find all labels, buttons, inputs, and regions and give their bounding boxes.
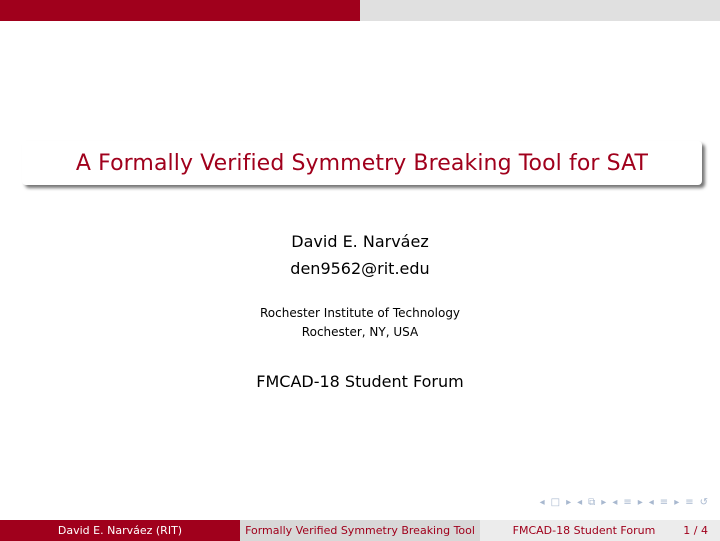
slide-title: A Formally Verified Symmetry Breaking Tool for SAT — [75, 150, 649, 176]
nav-left-arrow-icon[interactable]: ◂ — [577, 497, 583, 508]
nav-right-arrow-icon[interactable]: ▸ — [601, 497, 607, 508]
nav-left-arrow-icon[interactable]: ◂ — [648, 497, 654, 508]
footer-author: David E. Narváez (RIT) — [0, 520, 240, 541]
author-name: David E. Narváez — [291, 232, 429, 251]
nav-right-arrow-icon[interactable]: ▸ — [637, 497, 643, 508]
nav-section-icon[interactable]: ≡ — [623, 497, 632, 508]
location: Rochester, NY, USA — [301, 325, 419, 339]
footer-right — [480, 520, 720, 541]
footer — [0, 520, 720, 541]
nav-slide-icon[interactable]: ≡ — [659, 497, 669, 508]
nav-align-icon[interactable]: ≡ — [685, 497, 694, 508]
footer-event: FMCAD-18 Student Forum — [512, 524, 656, 537]
nav-right-arrow-icon[interactable]: ▸ — [674, 497, 680, 508]
nav-left-arrow-icon[interactable]: ◂ — [539, 497, 545, 508]
beamer-navigation — [540, 497, 708, 508]
title-box — [22, 141, 702, 185]
progress-bar — [0, 0, 720, 21]
nav-right-arrow-icon[interactable]: ▸ — [566, 497, 572, 508]
institution: Rochester Institute of Technology — [259, 306, 461, 320]
nav-subsection-icon[interactable]: ⧉ — [588, 497, 596, 508]
nav-search-icon[interactable]: ↺ — [699, 497, 708, 508]
nav-frame-icon[interactable]: □ — [550, 497, 561, 508]
progress-fill — [0, 0, 360, 21]
footer-title: Formally Verified Symmetry Breaking Tool — [240, 520, 480, 541]
event-name: FMCAD-18 Student Forum — [256, 372, 464, 391]
author-email: den9562@rit.edu — [290, 259, 430, 278]
footer-page-number: 1 / 4 — [683, 524, 708, 537]
nav-left-arrow-icon[interactable]: ◂ — [612, 497, 618, 508]
